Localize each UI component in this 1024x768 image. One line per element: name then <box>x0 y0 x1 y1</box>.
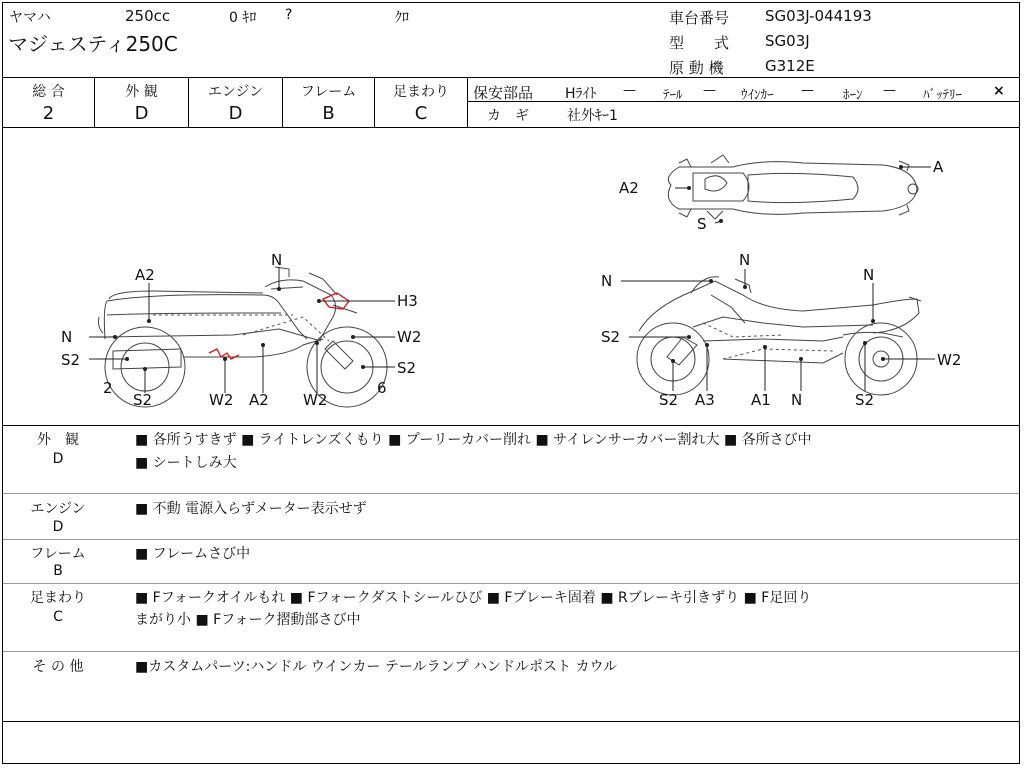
note-grade-engine: D <box>52 519 64 535</box>
left-label-s2-bottom: S2 <box>133 391 153 409</box>
safety-tail-state: — <box>703 83 716 98</box>
left-label-six: 6 <box>377 379 387 397</box>
damage-diagram <box>3 127 1019 425</box>
engine-value: G312E <box>765 57 815 75</box>
left-label-n-top: N <box>271 251 283 269</box>
displacement: 250cc <box>125 7 171 25</box>
frame-no-label: 車台番号 <box>669 9 730 27</box>
left-label-a2-bottom: A2 <box>249 391 269 409</box>
note-text-exterior-2: ■ シートしみ大 <box>135 455 237 471</box>
note-text-frame-1: ■ フレームさび中 <box>135 546 251 562</box>
left-label-w2-bottom: W2 <box>209 391 234 409</box>
safety-winker: ｳｲﾝｶｰ <box>741 88 774 103</box>
key-label: カ ギ <box>487 108 529 124</box>
top-label-a: A <box>933 158 944 176</box>
note-grade-suspension: C <box>53 609 63 625</box>
grade-label-engine: エンジン <box>207 84 264 100</box>
safety-battery-state: × <box>993 83 1005 99</box>
right-label-s2-front: S2 <box>601 328 621 346</box>
grade-value-frame: B <box>322 103 335 124</box>
right-label-n-front: N <box>601 272 613 290</box>
safety-headlight: Hﾗｲﾄ <box>565 86 597 102</box>
safety-horn-state: — <box>883 83 896 98</box>
type-value: SG03J <box>765 32 810 50</box>
note-label-exterior: 外 観 <box>37 432 79 448</box>
note-label-other: そ の 他 <box>32 659 84 675</box>
model-name: マジェスティ250C <box>8 32 178 56</box>
grade-label-frame: フレーム <box>300 84 357 100</box>
right-label-a3: A3 <box>695 391 715 409</box>
grade-value-exterior: D <box>134 103 149 124</box>
frame-no: SG03J-044193 <box>765 7 872 25</box>
left-label-h3: H3 <box>397 292 418 310</box>
grade-value-suspension: C <box>414 103 428 124</box>
top-label-a2: A2 <box>619 179 639 197</box>
top-view-scooter <box>668 155 918 219</box>
right-label-n-b: N <box>791 391 803 409</box>
grade-label-suspension: 足まわり <box>393 84 449 100</box>
right-label-s2-b2: S2 <box>855 391 875 409</box>
left-label-w2-right: W2 <box>397 328 422 346</box>
left-label-s2-left: S2 <box>61 351 81 369</box>
top-label-s: S <box>697 215 707 233</box>
note-label-suspension: 足まわり <box>30 590 86 606</box>
right-side-scooter <box>637 277 921 395</box>
mileage: 0 ｷﾛ <box>229 10 257 26</box>
maker: ヤマハ <box>9 10 51 26</box>
inspection-sheet <box>2 2 1020 764</box>
note-grade-frame: B <box>53 563 63 579</box>
mileage-flag: ? <box>285 7 293 23</box>
safety-winker-state: — <box>801 83 814 98</box>
right-label-w2-rear: W2 <box>937 351 962 369</box>
note-grade-exterior: D <box>52 451 64 467</box>
note-label-engine: エンジン <box>30 501 86 517</box>
note-text-engine-1: ■ 不動 電源入らずメーター表示せず <box>135 501 367 517</box>
left-label-a2: A2 <box>135 266 155 284</box>
safety-title: 保安部品 <box>473 84 534 102</box>
left-label-w2-bottom2: W2 <box>303 391 328 409</box>
engine-label: 原 動 機 <box>669 59 724 77</box>
safety-battery: ﾊﾞｯﾃﾘｰ <box>923 88 962 103</box>
grade-label-overall: 総 合 <box>32 84 65 100</box>
left-side-scooter <box>99 267 388 407</box>
right-label-n-top: N <box>739 251 751 269</box>
color: ｸﾛ <box>395 10 409 26</box>
left-label-two: 2 <box>103 379 113 397</box>
right-label-a1: A1 <box>751 391 771 409</box>
key-value: 社外ｷｰ1 <box>567 108 618 124</box>
grade-label-exterior: 外 観 <box>125 84 158 100</box>
safety-tail: ﾃｰﾙ <box>663 88 683 103</box>
safety-horn: ﾎｰﾝ <box>843 88 863 103</box>
note-text-suspension-2: まがり小 ■ Fフォーク摺動部さび中 <box>135 612 361 628</box>
right-label-s2-b1: S2 <box>659 391 679 409</box>
note-text-other-1: ■カスタムパーツ:ハンドル ウインカー テールランプ ハンドルポスト カウル <box>135 659 618 675</box>
right-label-n-rear: N <box>863 266 875 284</box>
left-label-s2-right: S2 <box>397 359 417 377</box>
note-text-exterior-1: ■ 各所うすきず ■ ライトレンズくもり ■ プーリーカバー削れ ■ サイレンサーカバー割れ大 ■ 各所さび中 <box>135 432 812 448</box>
note-label-frame: フレーム <box>30 546 86 562</box>
grade-value-overall: 2 <box>42 103 55 124</box>
left-label-n-side: N <box>61 328 73 346</box>
note-text-suspension-1: ■ Fフォークオイルもれ ■ Fフォークダストシールひび ■ Fブレーキ固着 ■ Rブレーキ引きずり ■ F足回り <box>135 590 812 606</box>
safety-headlight-state: — <box>623 83 636 98</box>
type-label: 型 式 <box>669 34 730 52</box>
grade-value-engine: D <box>228 103 243 124</box>
